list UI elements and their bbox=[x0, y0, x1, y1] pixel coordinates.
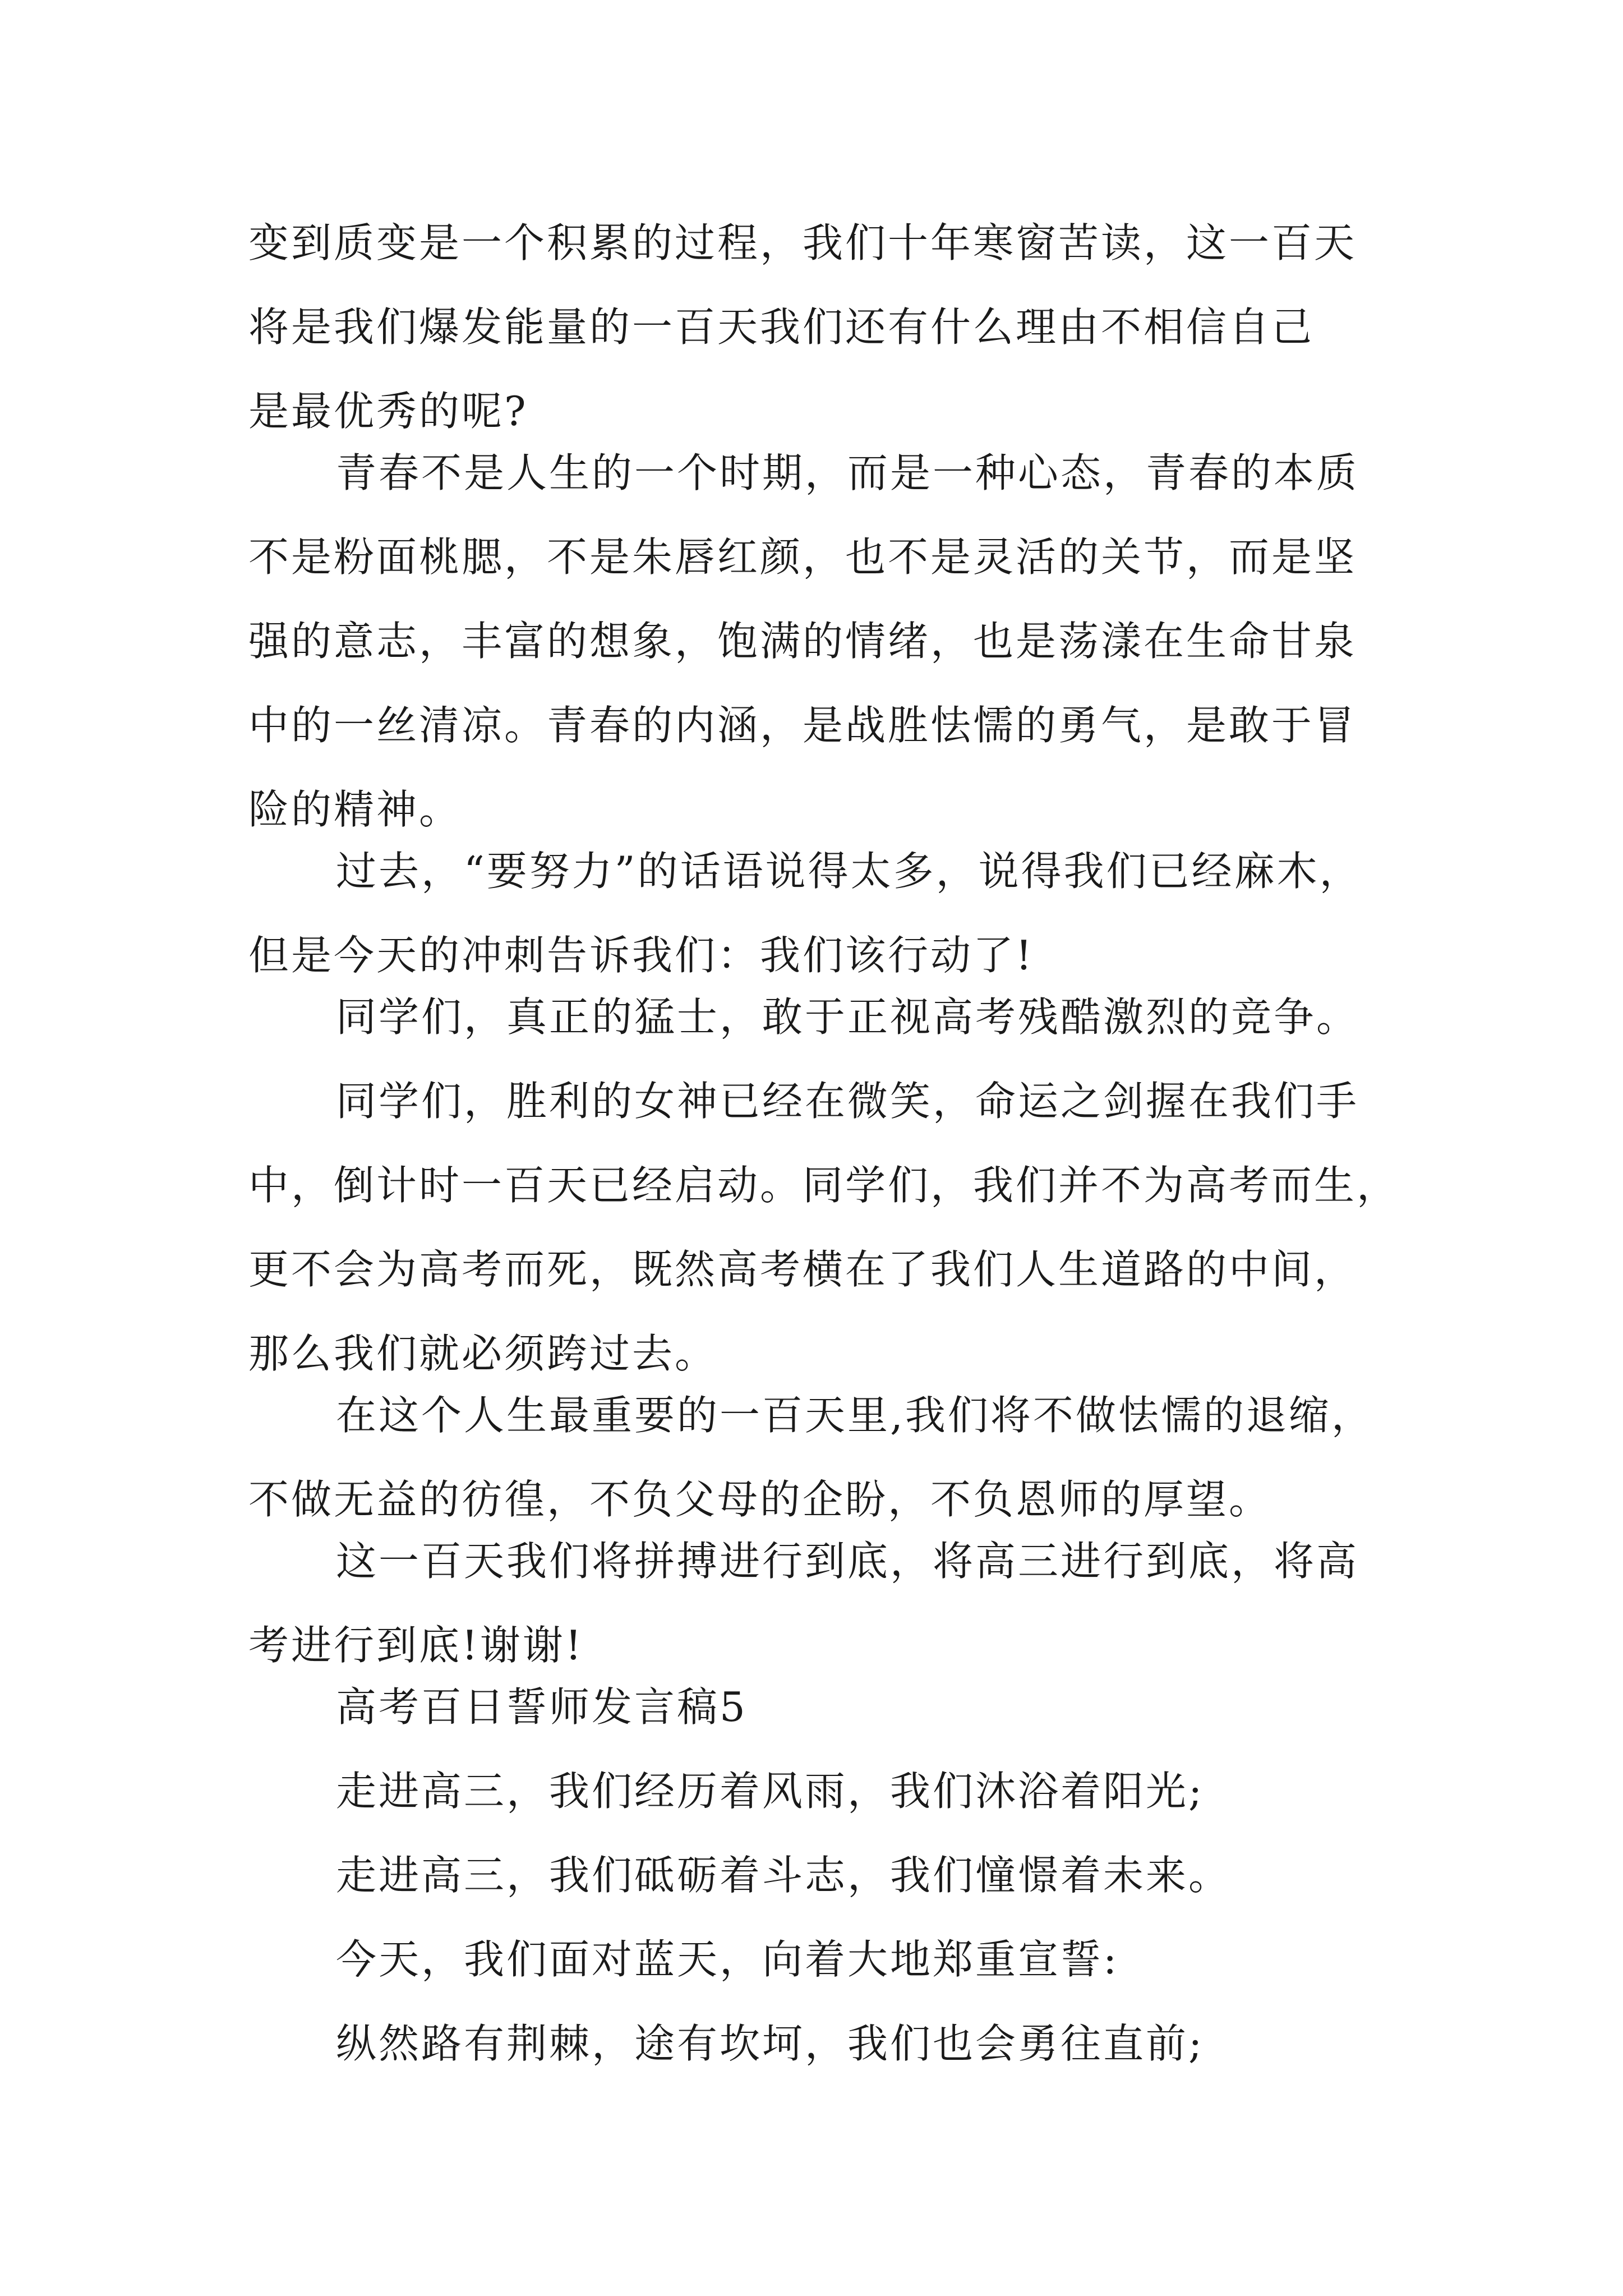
text-line: 同学们，胜利的女神已经在微笑，命运之剑握在我们手 bbox=[336, 1078, 1359, 1125]
text-line: 强的意志，丰富的想象，饱满的情绪，也是荡漾在生命甘泉 bbox=[248, 618, 1357, 665]
text-line: 将是我们爆发能量的一百天我们还有什么理由不相信自己 bbox=[248, 303, 1315, 351]
text-line: 不做无益的彷徨，不负父母的企盼，不负恩师的厚望。 bbox=[248, 1476, 1272, 1523]
text-line: 变到质变是一个积累的过程，我们十年寒窗苦读，这一百天 bbox=[248, 219, 1357, 266]
text-line: 这一百天我们将拼搏进行到底，将高三进行到底，将高 bbox=[336, 1538, 1359, 1585]
text-line: 走进高三，我们砥砺着斗志，我们憧憬着未来。 bbox=[336, 1852, 1232, 1899]
text-line: 青春不是人生的一个时期，而是一种心态，青春的本质 bbox=[336, 449, 1359, 496]
text-line: 险的精神。 bbox=[248, 786, 462, 833]
text-line: 考进行到底!谢谢! bbox=[248, 1622, 584, 1669]
text-line: 纵然路有荆棘，途有坎坷，我们也会勇往直前; bbox=[336, 2020, 1205, 2067]
text-line: 是最优秀的呢? bbox=[248, 388, 528, 435]
text-line: 那么我们就必须跨过去。 bbox=[248, 1330, 718, 1377]
text-line: 同学们，真正的猛士，敢于正视高考残酷激烈的竞争。 bbox=[336, 993, 1359, 1041]
text-line: 在这个人生最重要的一百天里,我们将不做怯懦的退缩， bbox=[336, 1392, 1374, 1439]
text-line: 今天，我们面对蓝天，向着大地郑重宣誓: bbox=[336, 1936, 1119, 1983]
text-line: 过去，“要努力”的话语说得太多，说得我们已经麻木， bbox=[336, 848, 1362, 895]
text-line: 不是粉面桃腮，不是朱唇红颜，也不是灵活的关节，而是坚 bbox=[248, 533, 1357, 581]
text-line: 但是今天的冲刺告诉我们：我们该行动了! bbox=[248, 932, 1034, 979]
text-line: 更不会为高考而死，既然高考横在了我们人生道路的中间， bbox=[248, 1246, 1357, 1293]
text-line: 走进高三，我们经历着风雨，我们沐浴着阳光; bbox=[336, 1768, 1205, 1815]
text-line: 中，倒计时一百天已经启动。同学们，我们并不为高考而生， bbox=[248, 1162, 1400, 1209]
text-line: 中的一丝清凉。青春的内涵，是战胜怯懦的勇气，是敢于冒 bbox=[248, 702, 1357, 749]
section-heading: 高考百日誓师发言稿5 bbox=[336, 1683, 748, 1731]
